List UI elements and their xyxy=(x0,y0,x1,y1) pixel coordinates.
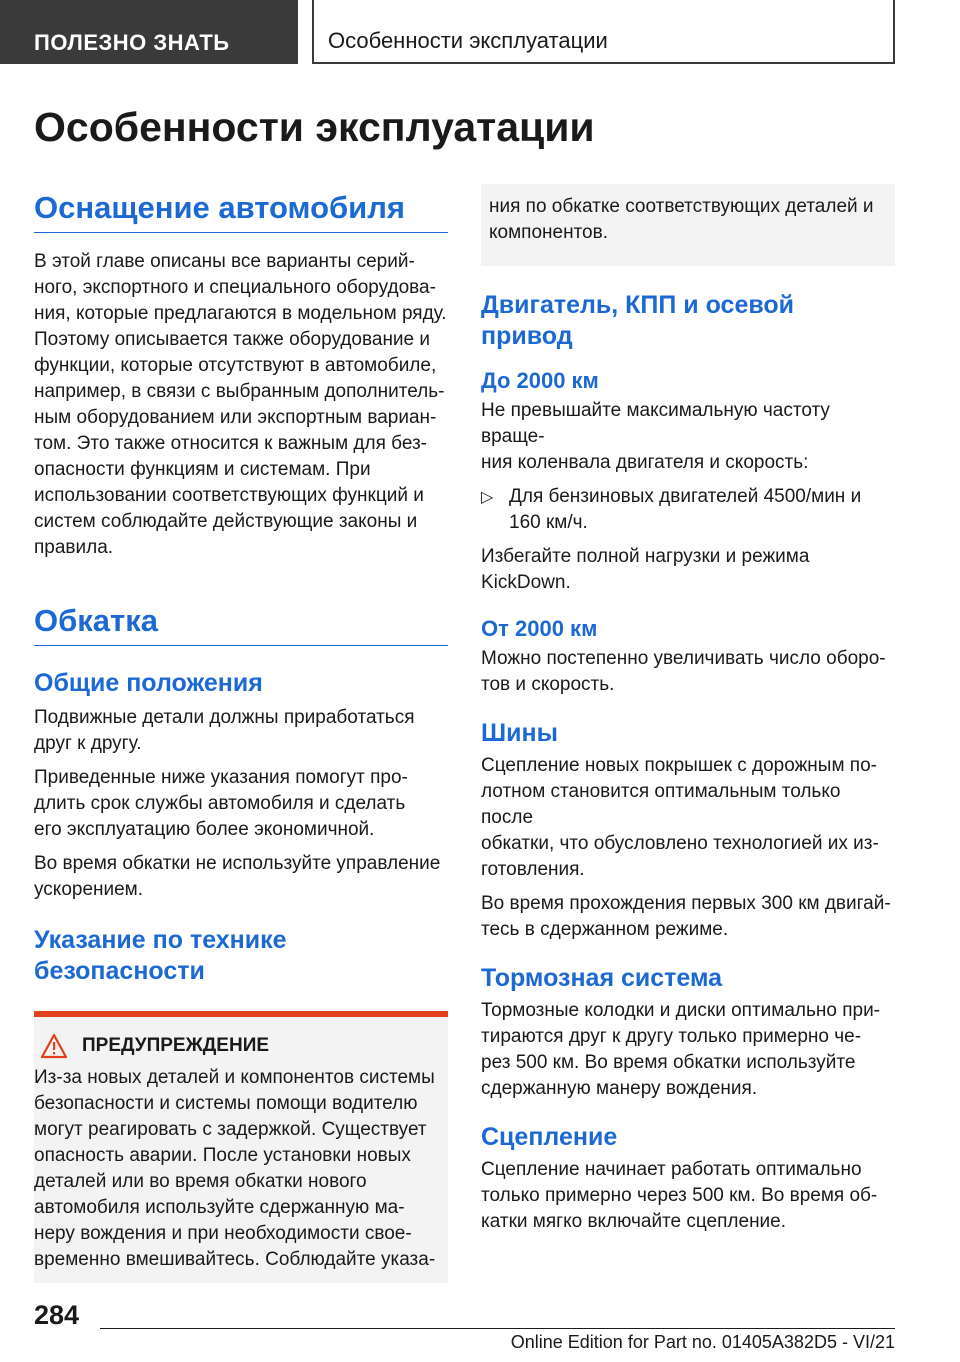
safety-heading: Указание по технике безопасности xyxy=(34,926,287,985)
engine-heading: Двигатель, КПП и осевой привод xyxy=(481,291,795,350)
left-column xyxy=(34,190,448,1283)
page-title: Особенности эксплуатации xyxy=(34,104,595,150)
clutch-heading: Сцепление xyxy=(481,1123,618,1151)
section-label: ПОЛЕЗНО ЗНАТЬ xyxy=(0,0,298,64)
warning-continuation-text: ния по обкатке соответствующих деталей и компонентов. xyxy=(489,196,874,243)
brakes-heading: Тормозная система xyxy=(481,964,723,992)
brakes-paragraph: Тормозные колодки и диски оптимально при- тираются друг к другу только примерно че- рез 500 км. Во время обкатки используйте сдержанную манеру вождения. xyxy=(481,1000,881,1099)
warning-title: ПРЕДУПРЕЖДЕНИЕ xyxy=(34,1033,448,1059)
tires-heading: Шины xyxy=(481,719,558,747)
breakin-heading: Обкатка xyxy=(34,603,448,646)
upto-2000-paragraph: Не превышайте максимальную частоту враще- ния коленвала двигателя и скорость: xyxy=(481,400,830,473)
equipment-paragraph: В этой главе описаны все варианты серий- ного, экспортного и специального оборудова- ния, которые предлагаются в модельном ряду. Поэтому описывается также оборудование и функции, которые отсутствуют в автомобиле, например, в связи с выбранным дополнитель- ным оборудованием или экспортным вариан- том. Это также относится к важным для без- опасности функциям и системам. При использовании соответствующих функций и систем соблюдайте действующие законы и правила. xyxy=(34,251,447,558)
from-2000-heading: От 2000 км xyxy=(481,616,598,641)
general-heading: Общие положения xyxy=(34,669,263,697)
warning-continuation xyxy=(481,184,895,266)
upto-2000-heading: До 2000 км xyxy=(481,368,599,393)
page-number: 284 xyxy=(34,1300,80,1330)
right-column xyxy=(481,184,895,1235)
bullet-text: Для бензиновых двигателей 4500/мин и 160 км/ч. xyxy=(509,486,862,533)
general-paragraph-3: Во время обкатки не используйте управление ускорением. xyxy=(34,853,441,900)
warning-triangle-icon xyxy=(40,1033,68,1059)
general-paragraph-1: Подвижные детали должны приработаться друг к другу. xyxy=(34,707,415,754)
footer-divider xyxy=(100,1328,895,1329)
edition-text: Online Edition for Part no. 01405A382D5 - VI/21 xyxy=(510,1332,895,1352)
general-paragraph-2: Приведенные ниже указания помогут про- длить срок службы автомобиля и сделать его эксплуатацию более экономичной. xyxy=(34,767,408,840)
chapter-label: Особенности эксплуатации xyxy=(312,0,895,64)
list-item xyxy=(481,484,895,536)
triangle-bullet-icon: ▷ xyxy=(481,489,494,506)
warning-text: Из-за новых деталей и компонентов системы безопасности и системы помощи водителю могут реагировать с задержкой. Существует опасность аварии. После установки новых деталей или во время обкатки нового автомобиля используйте сдержанную ма- неру вождения и при необходимости свое- временно вмешивайтесь. Соблюдайте указа- xyxy=(34,1067,436,1270)
tires-paragraph-1: Сцепление новых покрышек с дорожным по- лотном становится оптимальным только после обкатки, что обусловлено технологией их из- готовления. xyxy=(481,755,879,880)
avoid-paragraph: Избегайте полной нагрузки и режима KickDown. xyxy=(481,546,810,593)
from-2000-paragraph: Можно постепенно увеличивать число оборо- тов и скорость. xyxy=(481,648,886,695)
equipment-heading: Оснащение автомобиля xyxy=(34,190,448,233)
tires-paragraph-2: Во время прохождения первых 300 км двигай- тесь в сдержанном режиме. xyxy=(481,893,891,940)
warning-box xyxy=(34,1011,448,1283)
page-header xyxy=(0,0,960,66)
clutch-paragraph: Сцепление начинает работать оптимально только примерно через 500 км. Во время об- катки мягко включайте сцепление. xyxy=(481,1159,878,1232)
